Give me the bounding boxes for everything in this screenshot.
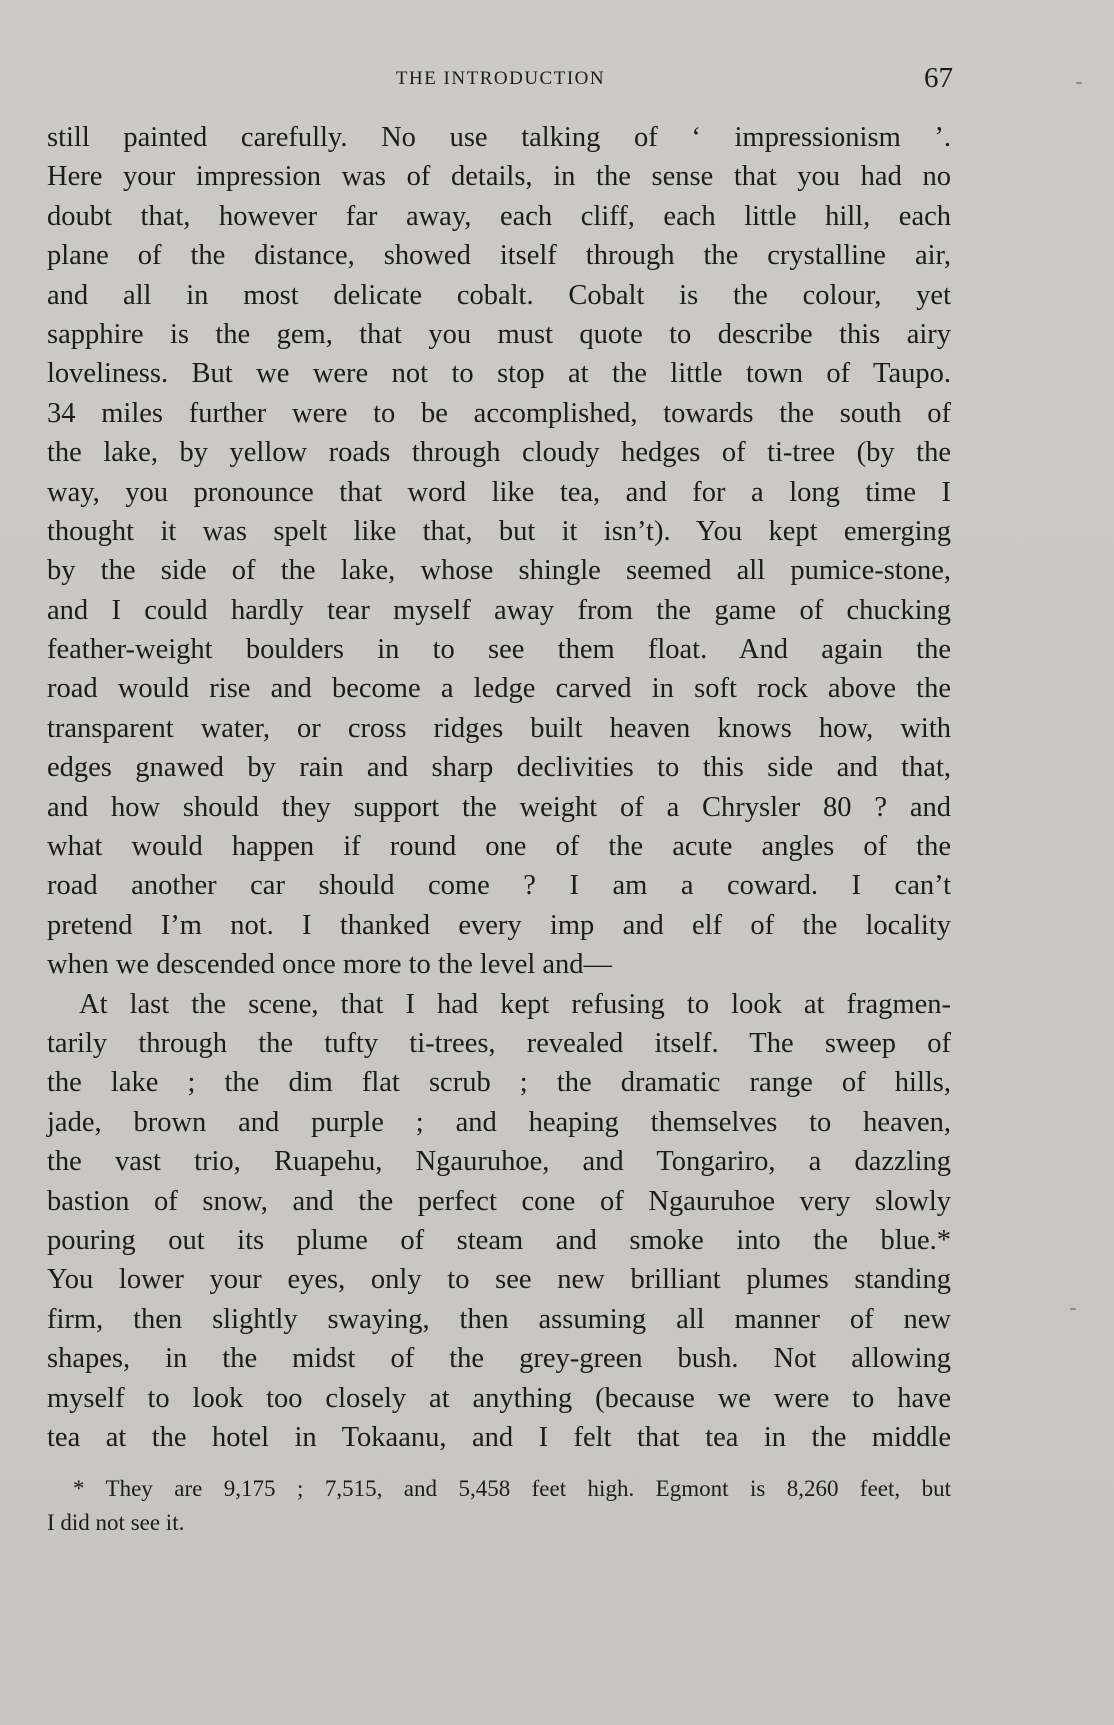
paper-speck — [1076, 82, 1082, 84]
footnote-line: I did not see it. — [47, 1510, 185, 1535]
text-line: way, you pronounce that word like tea, and for a long time I — [47, 476, 951, 508]
paper-speck — [1070, 1308, 1076, 1310]
text-line: by the side of the lake, whose shingle seemed all pumice-stone, — [47, 555, 951, 587]
text-line: and all in most delicate cobalt. Cobalt is the colour, yet — [47, 279, 951, 311]
page-number: 67 — [924, 62, 953, 94]
text-line: firm, then slightly swaying, then assuming all manner of new — [47, 1303, 951, 1335]
text-line: thought it was spelt like that, but it isn’t). You kept emerging — [47, 515, 951, 547]
text-line: the lake ; the dim flat scrub ; the dramatic range of hills, — [47, 1067, 951, 1099]
footnote — [47, 1472, 951, 1540]
text-line: plane of the distance, showed itself through the crystalline air, — [47, 240, 951, 272]
text-line: shapes, in the midst of the grey-green bush. Not allowing — [47, 1343, 951, 1375]
text-line: road another car should come ? I am a coward. I can’t — [47, 870, 951, 902]
text-line: the lake, by yellow roads through cloudy hedges of ti-tree (by the — [47, 437, 951, 469]
text-line: the vast trio, Ruapehu, Ngauruhoe, and Tongariro, a dazzling — [47, 1146, 951, 1178]
text-line: bastion of snow, and the perfect cone of Ngauruhoe very slowly — [47, 1185, 951, 1217]
text-line: jade, brown and purple ; and heaping themselves to heaven, — [47, 1106, 951, 1138]
text-line: and I could hardly tear myself away from the game of chucking — [47, 594, 951, 626]
footnote-line: * They are 9,175 ; 7,515, and 5,458 feet high. Egmont is 8,260 feet, but — [73, 1476, 951, 1501]
text-line: tea at the hotel in Tokaanu, and I felt that tea in the middle — [47, 1421, 951, 1453]
text-line: road would rise and become a ledge carved in soft rock above the — [47, 673, 951, 705]
paragraph-end-line: when we descended once more to the level and— — [47, 949, 613, 981]
body-text — [47, 118, 951, 1457]
text-line: loveliness. But we were not to stop at the little town of Taupo. — [47, 358, 951, 390]
paragraph-start-line: At last the scene, that I had kept refusing to look at fragmen- — [79, 988, 951, 1020]
text-line: tarily through the tufty ti-trees, revealed itself. The sweep of — [47, 1027, 951, 1059]
text-line: pretend I’m not. I thanked every imp and elf of the locality — [47, 909, 951, 941]
text-line: You lower your eyes, only to see new brilliant plumes standing — [47, 1264, 951, 1296]
text-line: transparent water, or cross ridges built heaven knows how, with — [47, 712, 951, 744]
text-line: edges gnawed by rain and sharp declivities to this side and that, — [47, 752, 951, 784]
text-line: sapphire is the gem, that you must quote to describe this airy — [47, 318, 951, 350]
running-title: THE INTRODUCTION — [395, 68, 606, 89]
text-line: pouring out its plume of steam and smoke into the blue.* — [47, 1224, 951, 1256]
text-line: 34 miles further were to be accomplished, towards the south of — [47, 397, 951, 429]
running-head — [48, 62, 953, 102]
text-line: doubt that, however far away, each cliff, each little hill, each — [47, 200, 951, 232]
text-line: what would happen if round one of the acute angles of the — [47, 831, 951, 863]
text-line: feather-weight boulders in to see them float. And again the — [47, 634, 951, 666]
text-line: and how should they support the weight of a Chrysler 80 ? and — [47, 791, 951, 823]
text-line: myself to look too closely at anything (because we were to have — [47, 1382, 951, 1414]
text-line: still painted carefully. No use talking of ‘ impressionism ’. — [47, 122, 951, 153]
text-line: Here your impression was of details, in the sense that you had no — [47, 161, 951, 193]
